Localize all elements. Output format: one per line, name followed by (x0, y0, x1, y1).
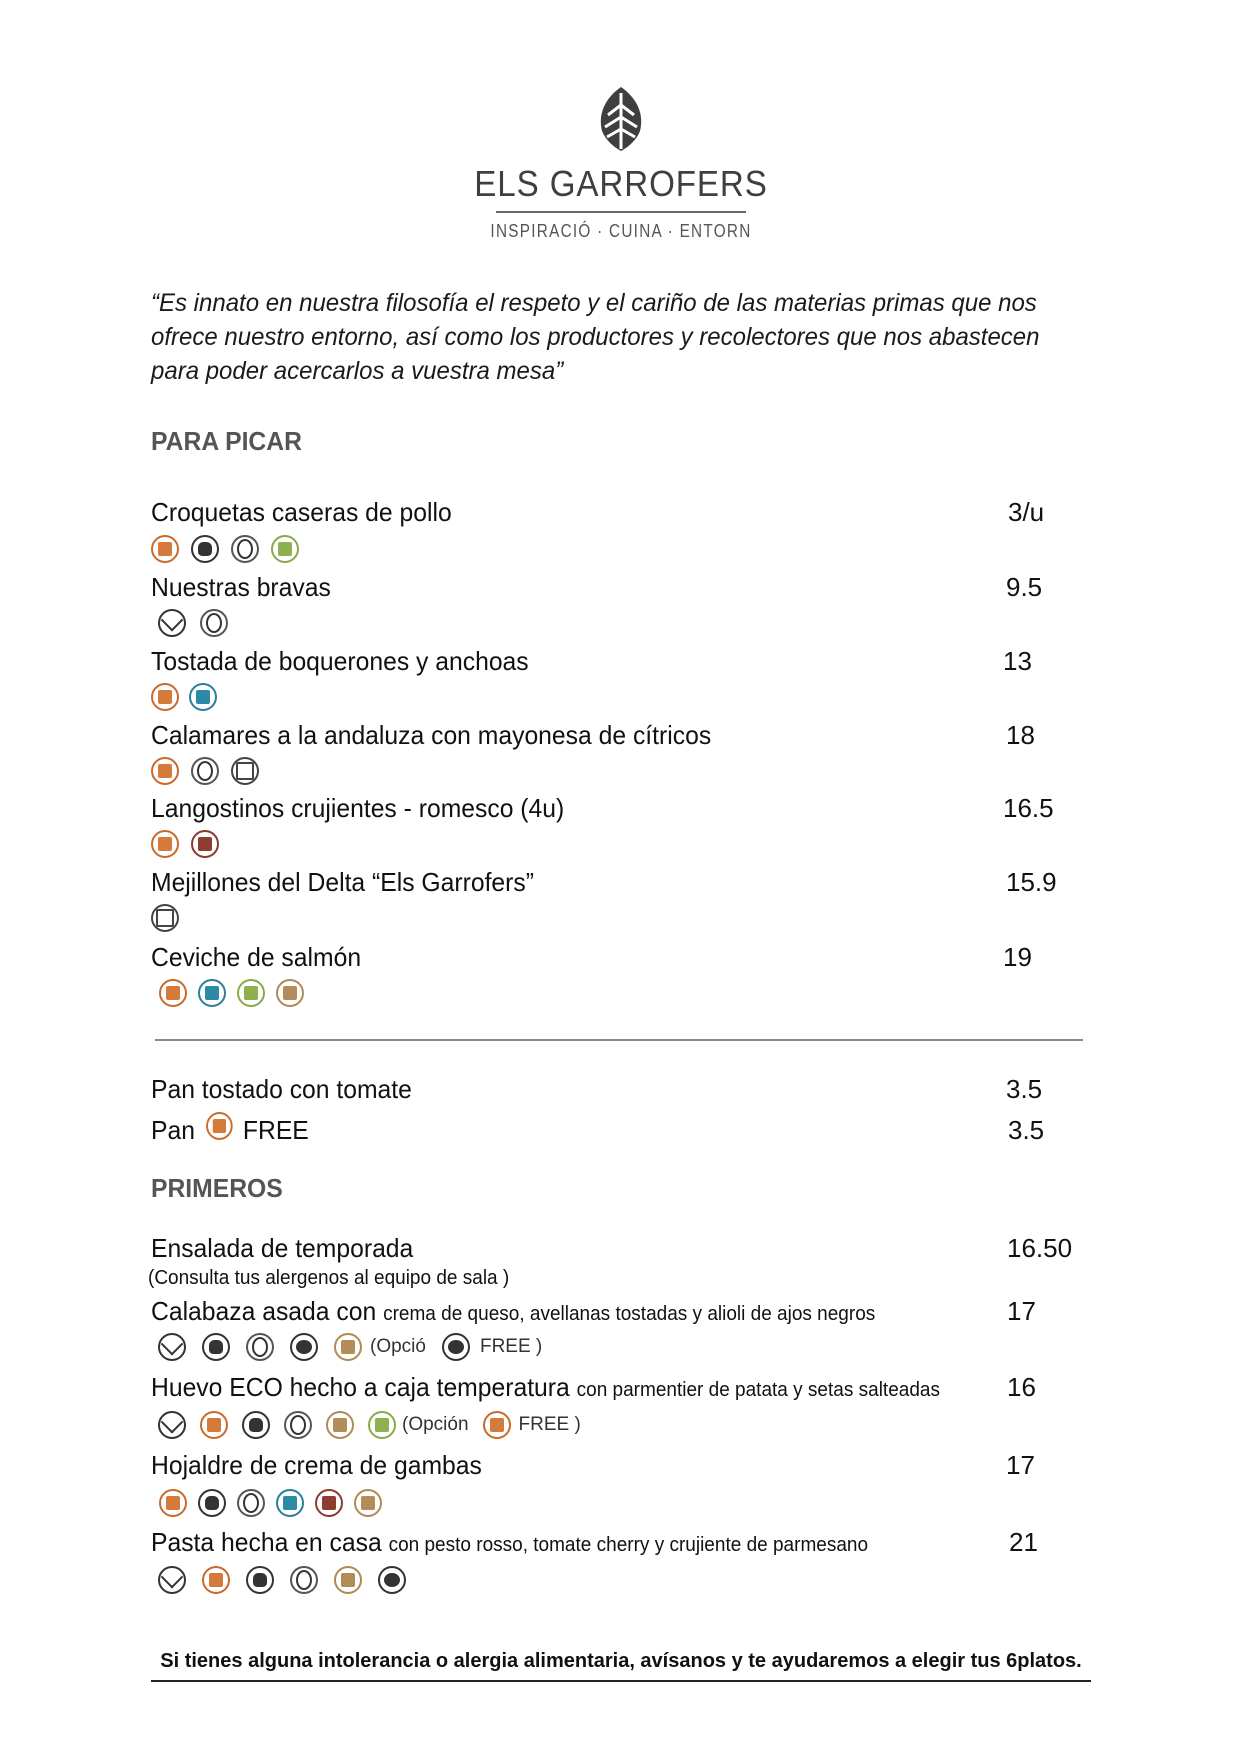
nuts-icon (378, 1566, 406, 1594)
gluten-icon (159, 1489, 187, 1517)
allergen-icons (151, 754, 259, 788)
section-title-para-picar: PARA PICAR (151, 426, 302, 456)
mustard-icon (334, 1333, 362, 1361)
menu-item-price: 18 (1006, 720, 1035, 750)
menu-item-price: 16 (1007, 1372, 1036, 1402)
brand-name: ELS GARROFERS (474, 163, 768, 204)
gluten-icon (206, 1112, 233, 1140)
nuts-icon (442, 1333, 470, 1361)
egg-icon (200, 609, 228, 637)
restaurant-logo (0, 85, 1242, 242)
section-title-primeros: PRIMEROS (151, 1173, 283, 1203)
menu-item-price: 16.5 (1003, 793, 1054, 823)
vegan-icon (158, 1333, 186, 1361)
dish-description: con pesto rosso, tomate cherry y crujiente de parmesano (388, 1534, 869, 1556)
gluten-icon (151, 535, 179, 563)
menu-item-name: Hojaldre de crema de gambas (151, 1450, 482, 1480)
menu-item-name: Nuestras bravas (151, 572, 331, 602)
menu-item-name: Mejillones del Delta “Els Garrofers” (151, 867, 534, 897)
gluten-icon (151, 757, 179, 785)
allergen-icons (158, 1330, 542, 1364)
milk-icon (202, 1333, 230, 1361)
allergen-icons (158, 1408, 581, 1442)
free-label: FREE ) (479, 1336, 543, 1357)
allergen-icons (158, 1563, 406, 1597)
menu-item-name: Langostinos crujientes - romesco (4u) (151, 793, 565, 823)
milk-icon (242, 1411, 270, 1439)
allergen-icons (151, 532, 299, 566)
gluten-icon (159, 979, 187, 1007)
fish-icon (198, 979, 226, 1007)
menu-item-name (151, 1527, 868, 1558)
menu-item-price: 3/u (1008, 497, 1045, 527)
celery-icon (237, 979, 265, 1007)
menu-item-name: Ceviche de salmón (151, 942, 362, 972)
menu-item-price: 15.9 (1006, 867, 1057, 897)
allergen-icons (159, 1486, 382, 1520)
free-label: FREE (242, 1115, 309, 1145)
footnote-underline (151, 1680, 1091, 1682)
celery-icon (368, 1411, 396, 1439)
menu-item-price: 21 (1009, 1527, 1038, 1557)
allergen-icons (151, 827, 219, 861)
brand-divider (496, 211, 746, 213)
egg-icon (284, 1411, 312, 1439)
milk-icon (191, 535, 219, 563)
mollusc-icon (231, 757, 259, 785)
mustard-icon (334, 1566, 362, 1594)
allergen-icons (151, 680, 217, 714)
gluten-icon (200, 1411, 228, 1439)
dish-name: Huevo ECO hecho a caja temperatura (151, 1372, 570, 1402)
menu-item-price: 19 (1003, 942, 1032, 972)
gluten-icon (151, 683, 179, 711)
mustard-icon (354, 1489, 382, 1517)
section-divider (155, 1039, 1083, 1041)
brand-tagline: INSPIRACIÓ · CUINA · ENTORN (490, 221, 752, 241)
milk-icon (198, 1489, 226, 1517)
allergen-icons (159, 976, 304, 1010)
allergen-icons (158, 606, 228, 640)
menu-item-price: 17 (1006, 1450, 1035, 1480)
vegan-icon (158, 609, 186, 637)
leaf-logo-icon (596, 85, 646, 153)
allergen-icons (151, 901, 179, 935)
celery-icon (271, 535, 299, 563)
menu-item-name: Croquetas caseras de pollo (151, 497, 452, 527)
option-label: (Opción (402, 1414, 469, 1435)
menu-item-price: 17 (1007, 1296, 1036, 1326)
vegan-icon (158, 1411, 186, 1439)
free-label: FREE ) (518, 1414, 581, 1435)
dish-description: crema de queso, avellanas tostadas y alioli de ajos negros (383, 1303, 876, 1325)
crustacean-icon (191, 830, 219, 858)
fish-icon (189, 683, 217, 711)
dish-name: Pasta hecha en casa (151, 1527, 382, 1557)
egg-icon (237, 1489, 265, 1517)
philosophy-quote: “Es innato en nuestra filosofía el respeto y el cariño de las materias primas que nos ofrece nuestro entorno, así como los productores y recolectores que nos abastecen para poder acercarlos a vuestra mesa” (151, 289, 1040, 385)
allergy-footnote: Si tienes alguna intolerancia o alergia alimentaria, avísanos y te ayudaremos a elegir tus 6platos. (160, 1650, 1082, 1672)
gluten-icon (483, 1411, 511, 1439)
egg-icon (231, 535, 259, 563)
menu-item-name (151, 1296, 875, 1327)
menu-item-name (151, 1115, 309, 1146)
option-label: (Opció (370, 1336, 426, 1357)
egg-icon (246, 1333, 274, 1361)
gluten-icon (202, 1566, 230, 1594)
egg-icon (290, 1566, 318, 1594)
menu-item-name: Tostada de boquerones y anchoas (151, 646, 529, 676)
fish-icon (276, 1489, 304, 1517)
dish-name: Calabaza asada con (151, 1296, 377, 1326)
vegan-icon (158, 1566, 186, 1594)
nuts-icon (290, 1333, 318, 1361)
bread-label: Pan (151, 1115, 195, 1145)
menu-item-price: 16.50 (1007, 1233, 1073, 1263)
menu-item-price: 3.5 (1008, 1115, 1045, 1145)
menu-item-name: Pan tostado con tomate (151, 1074, 412, 1104)
milk-icon (246, 1566, 274, 1594)
mustard-icon (326, 1411, 354, 1439)
menu-item-name (151, 1372, 940, 1403)
menu-item-price: 9.5 (1006, 572, 1043, 602)
menu-item-price: 13 (1003, 646, 1032, 676)
mollusc-icon (151, 904, 179, 932)
mustard-icon (276, 979, 304, 1007)
dish-description: con parmentier de patata y setas salteadas (576, 1379, 940, 1401)
menu-item-name: Calamares a la andaluza con mayonesa de cítricos (151, 720, 712, 750)
menu-item-note: (Consulta tus alergenos al equipo de sala ) (148, 1267, 510, 1289)
crustacean-icon (315, 1489, 343, 1517)
menu-item-price: 3.5 (1006, 1074, 1043, 1104)
egg-icon (191, 757, 219, 785)
gluten-icon (151, 830, 179, 858)
menu-item-name: Ensalada de temporada (151, 1233, 414, 1263)
